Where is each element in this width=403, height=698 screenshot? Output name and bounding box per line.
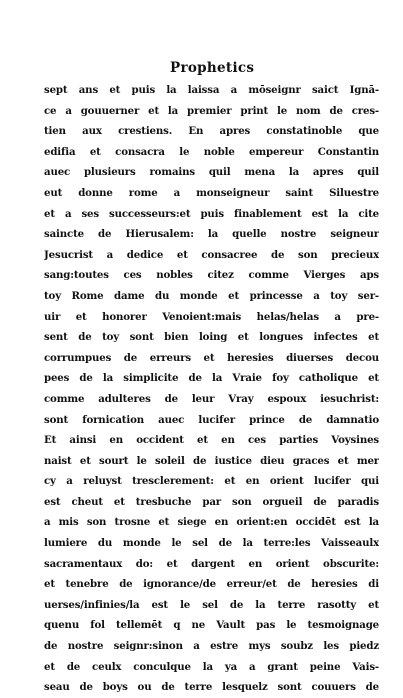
text-line: sang:toutes ces nobles citez comme Vierges aps: [44, 269, 379, 282]
text-line: et de ceulx conculque la ya a grant peine Vais-: [44, 660, 379, 673]
text-line: Et ainsi en occident et en ces parties Voysines: [44, 434, 379, 447]
text-line: uir et honorer Venoient:mais helas/helas a pre-: [44, 310, 379, 323]
text-line: ce a gouuerner et la premier print le nom de cres-: [44, 104, 379, 117]
text-line: corrumpues de erreurs et heresies diuerses decou: [44, 351, 379, 364]
text-line: naist et sourt le soleil de iustice dieu graces et mer: [44, 454, 379, 467]
text-line: eut donne rome a monseigneur saint Siluestre: [44, 186, 379, 199]
text-line: seau de boys ou de terre lesquelz sont couuers de: [44, 681, 379, 694]
text-line: et a ses successeurs:et puis finablement est la cite: [44, 207, 379, 220]
text-line: sent de toy sont bien loing et longues infectes et: [44, 331, 379, 344]
text-line: lumiere du monde le sel de la terre:les Vaisseaulx: [44, 537, 379, 550]
text-line: Jesucrist a dedice et consacree de son precieux: [44, 248, 379, 261]
text-line: sept ans et puis la laissa a mōseignr saict Ignā-: [44, 84, 379, 96]
text-line: tien aux crestiens. En apres constatinoble que: [44, 125, 379, 138]
text-line: sont fornication auec lucifer prince de damnatio: [44, 413, 379, 426]
text-line: comme adulteres de leur Vray espoux iesuchrist:: [44, 392, 379, 405]
text-line: uerses/infinies/la est le sel de la terre rasotty et: [44, 598, 379, 611]
text-line: quenu fol tellemēt q ne Vault pas le tesmoignage: [44, 619, 379, 632]
text-line: sacramentaux do: et dargent en orient obscurite:: [44, 557, 379, 570]
text-line: est cheut et tresbuche par son orgueil de paradis: [44, 495, 379, 508]
text-line: toy Rome dame du monde et princesse a toy ser-: [44, 289, 379, 302]
running-head: Prophetics: [170, 60, 255, 76]
text-line: edifia et consacra le noble empereur Constantin: [44, 145, 379, 158]
text-block: [44, 80, 379, 698]
text-line: a mis son trosne et siege en orient:en occidēt est la: [44, 516, 379, 529]
text-line: et tenebre de ignorance/de erreur/et de heresies di: [44, 578, 379, 591]
text-line: saincte de Hierusalem: la quelle nostre seigneur: [44, 228, 379, 241]
text-line: auec plusieurs romains quil mena la apres quil: [44, 166, 379, 179]
text-line: pees de la simplicite de la Vraie foy catholique et: [44, 372, 379, 385]
text-line: de nostre seignr:sinon a estre mys soubz les piedz: [44, 640, 379, 653]
text-line: cy a reluyst tresclerement: et en orient lucifer qui: [44, 475, 379, 488]
